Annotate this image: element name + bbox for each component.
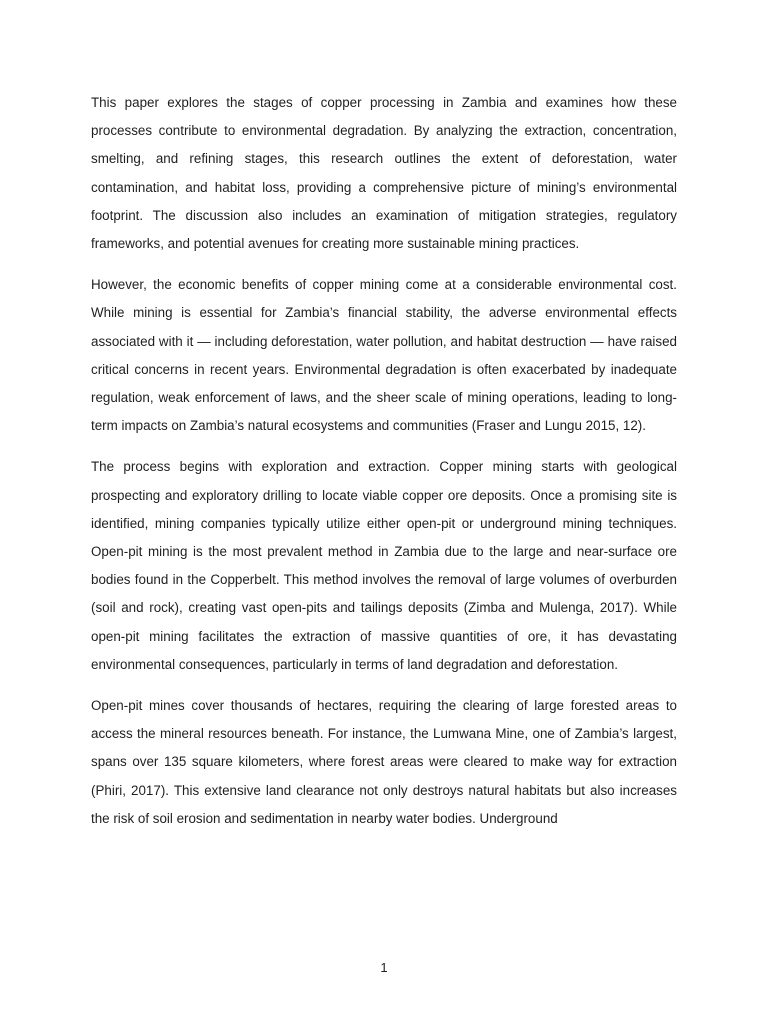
paragraph-intro: This paper explores the stages of copper processing in Zambia and examines how these processes contribute to environmental degradation. By analyzing the extraction, concentration, smelting, and refining stages, this research outlines the extent of deforestation, water contamination, and habitat loss, providing a comprehensive picture of mining’s environmental footprint. The discussion also includes an examination of mitigation strategies, regulatory frameworks, and potential avenues for creating more sustainable mining practices. — [91, 95, 677, 252]
paragraph-exploration-extraction: The process begins with exploration and extraction. Copper mining starts with geological prospecting and exploratory drilling to locate viable copper ore deposits. Once a promising site is identified, mining companies typically utilize either open-pit or underground mining techniques. Open-pit mining is the most prevalent method in Zambia due to the large and near-surface ore bodies found in the Copperbelt. This method involves the removal of large volumes of overburden (soil and rock), creating vast open-pits and tailings deposits (Zimba and Mulenga, 2017). While open-pit mining facilitates the extraction of massive quantities of ore, it has devastating environmental consequences, particularly in terms of land degradation and deforestation. — [91, 459, 677, 672]
body-text — [91, 89, 677, 846]
paragraph-environmental-cost: However, the economic benefits of copper mining come at a considerable environmental cost. While mining is essential for Zambia’s financial stability, the adverse environmental effects associated with it — including deforestation, water pollution, and habitat destruction — have raised critical concerns in recent years. Environmental degradation is often exacerbated by inadequate regulation, weak enforcement of laws, and the sheer scale of mining operations, leading to long-term impacts on Zambia’s natural ecosystems and communities (Fraser and Lungu 2015, 12). — [91, 277, 677, 434]
paragraph-open-pit-mines: Open-pit mines cover thousands of hectares, requiring the clearing of large forested areas to access the mineral resources beneath. For instance, the Lumwana Mine, one of Zambia’s largest, spans over 135 square kilometers, where forest areas were cleared to make way for extraction (Phiri, 2017). This extensive land clearance not only destroys natural habitats but also increases the risk of soil erosion and sedimentation in nearby water bodies. Underground — [91, 698, 677, 826]
page-number: 1 — [380, 960, 388, 975]
